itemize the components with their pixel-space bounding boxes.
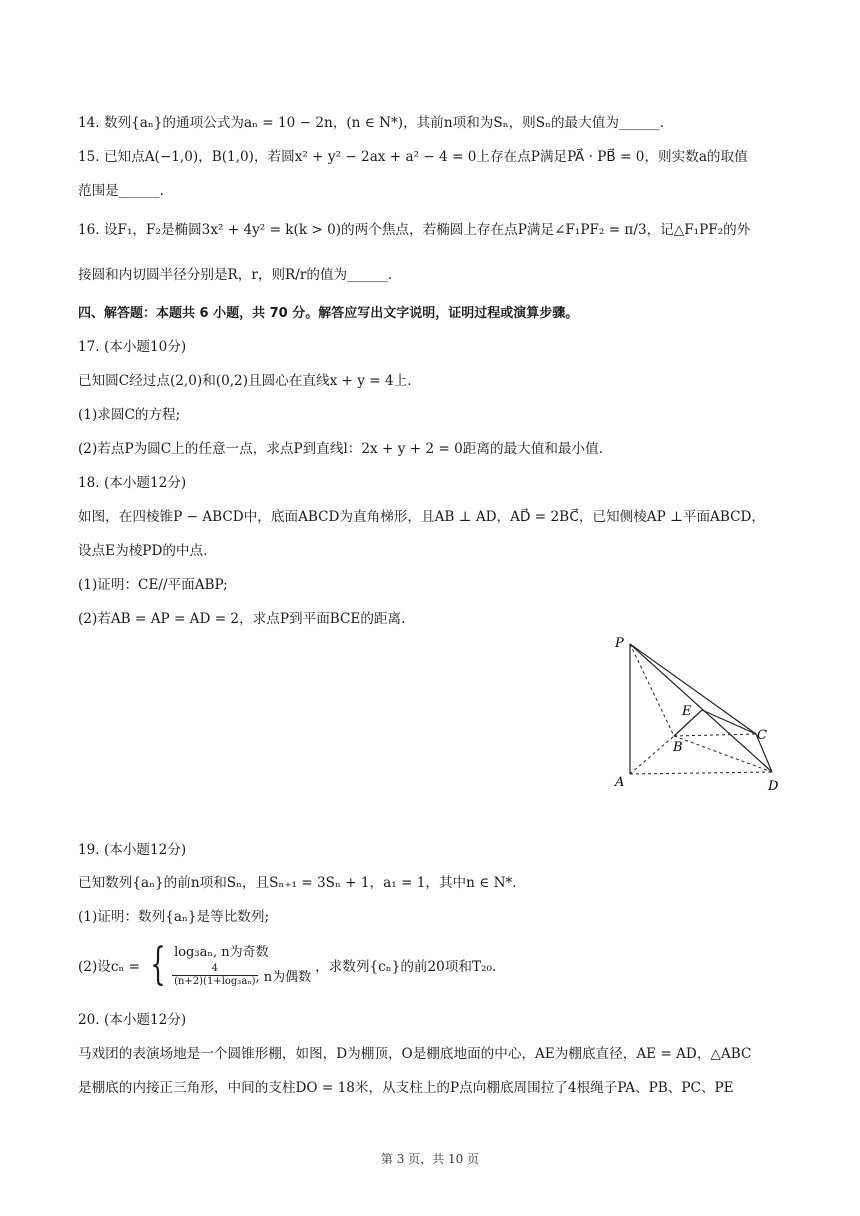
q19-part2-prefix: (2)设cₙ =	[78, 959, 141, 975]
label-C: C	[757, 728, 767, 743]
question-17-part2: (2)若点P为圆C上的任意一点，求点P到直线l：2x + y + 2 = 0距离的最大值和最小值.	[78, 441, 604, 457]
piecewise-cases	[174, 943, 311, 988]
q19-part2-suffix: ，求数列{cₙ}的前20项和T₂₀.	[315, 959, 497, 975]
question-17-heading: 17. (本小题10分)	[78, 339, 187, 355]
question-16-line1: 16. 设F₁，F₂是椭圆3x² + 4y² = k(k > 0)的两个焦点，若椭圆上存在点P满足∠F₁PF₂ = π/3，记△F₁PF₂的外	[78, 222, 751, 238]
question-17-part1: (1)求圆C的方程;	[78, 407, 181, 423]
question-19-part1: (1)证明：数列{aₙ}是等比数列;	[78, 909, 270, 925]
fraction-denominator: (n+2)(1+log₃aₙ)	[174, 975, 256, 987]
case-even	[174, 963, 311, 988]
label-A: A	[615, 775, 625, 790]
question-15-line2: 范围是______.	[78, 183, 164, 199]
question-18-part2: (2)若AB = AP = AD = 2，求点P到平面BCE的距离.	[78, 611, 406, 627]
question-18-part1: (1)证明：CE//平面ABP;	[78, 577, 228, 593]
question-20-line2: 是棚底的内接正三角形，中间的支柱DO = 18米，从支柱上的P点向棚底周围拉了4根绳子PA、PB、PC、PE	[78, 1080, 734, 1096]
question-17-stem: 已知圆C经过点(2,0)和(0,2)且圆心在直线x + y = 4上.	[78, 373, 412, 389]
label-D: D	[768, 779, 779, 794]
question-15-line1: 15. 已知点A(−1,0)，B(1,0)，若圆x² + y² − 2ax + a² − 4 = 0上存在点P满足PA⃗ · PB⃗ = 0，则实数a的取值	[78, 149, 748, 165]
question-19-stem: 已知数列{aₙ}的前n项和Sₙ，且Sₙ₊₁ = 3Sₙ + 1，a₁ = 1，其中n ∈ N*.	[78, 875, 517, 891]
question-18-stem-line2: 设点E为棱PD的中点.	[78, 543, 208, 559]
fraction-numerator: 4	[172, 963, 257, 976]
question-18-stem-line1: 如图，在四棱锥P − ABCD中，底面ABCD为直角梯形，且AB ⊥ AD，AD⃗ = 2BC⃗，已知侧棱AP ⊥平面ABCD，	[78, 509, 766, 525]
question-18-heading: 18. (本小题12分)	[78, 475, 187, 491]
label-E: E	[682, 704, 692, 719]
label-P: P	[615, 636, 624, 651]
pyramid-figure	[610, 630, 790, 800]
label-B: B	[673, 740, 683, 755]
piecewise-brace: {	[150, 939, 166, 990]
case-odd: log₃aₙ, n为奇数	[174, 944, 269, 960]
question-19-heading: 19. (本小题12分)	[78, 842, 187, 858]
question-20-heading: 20. (本小题12分)	[78, 1012, 187, 1028]
question-14: 14. 数列{aₙ}的通项公式为aₙ = 10 − 2n，(n ∈ N*)，其前n项和为Sₙ，则Sₙ的最大值为______.	[78, 115, 665, 131]
fraction	[174, 963, 255, 988]
question-20-line1: 马戏团的表演场地是一个圆锥形棚，如图，D为棚顶，O是棚底地面的中心，AE为棚底直径，AE = AD，△ABC	[78, 1046, 752, 1062]
section-header: 四、解答题：本题共 6 小题，共 70 分。解答应写出文字说明，证明过程或演算步骤。	[78, 306, 579, 321]
question-16-line2: 接圆和内切圆半径分别是R，r，则R/r的值为______.	[78, 267, 393, 283]
page-footer: 第 3 页，共 10 页	[380, 1152, 480, 1166]
question-19-part2	[78, 938, 496, 992]
case-even-suffix: , n为偶数	[255, 969, 312, 985]
